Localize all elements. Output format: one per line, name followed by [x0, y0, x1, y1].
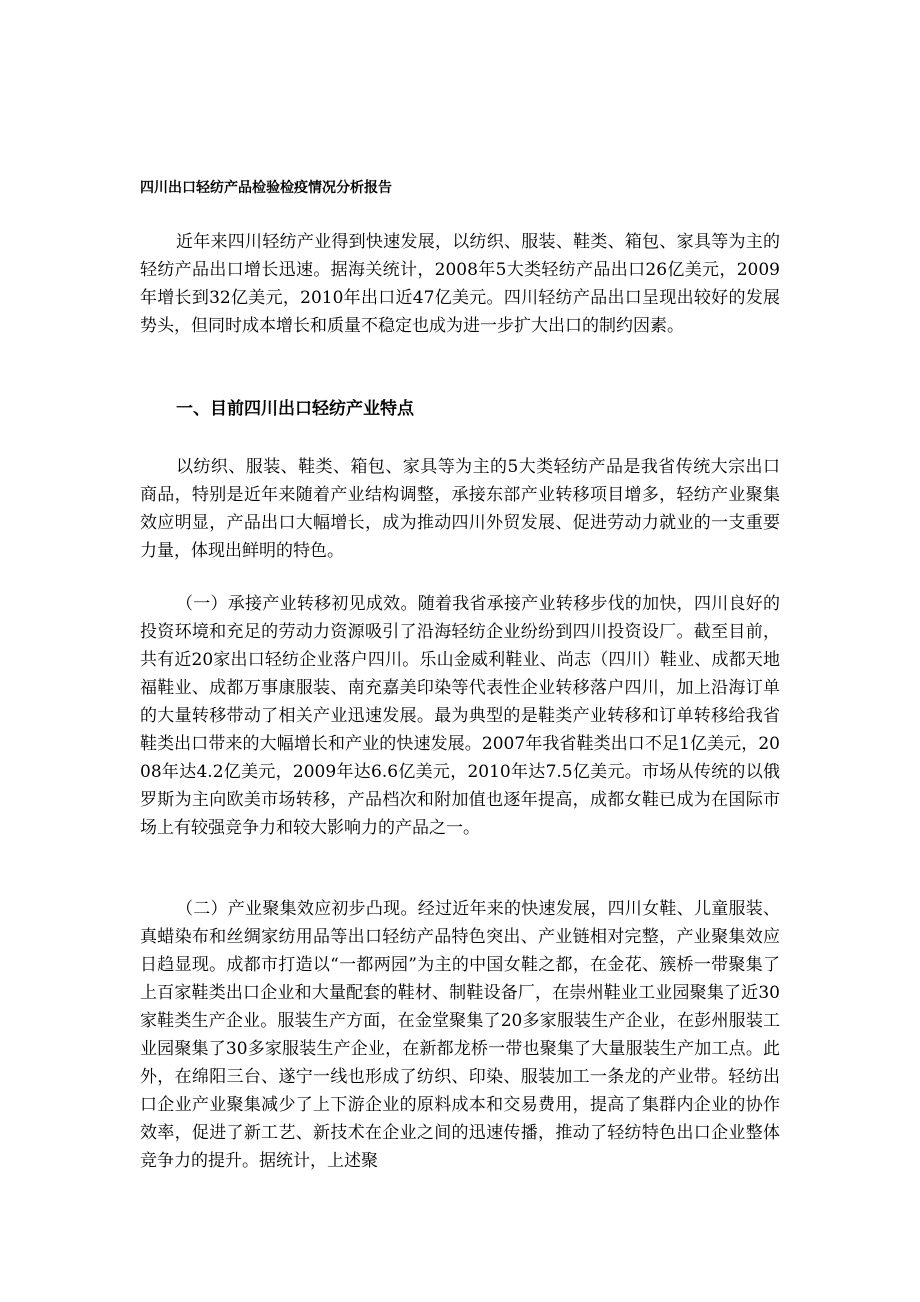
- intro-paragraph: 近年来四川轻纺产业得到快速发展，以纺织、服装、鞋类、箱包、家具等为主的轻纺产品出口增长迅速。据海关统计，2008年5大类轻纺产品出口26亿美元，2009年增长到32亿美元，2010年出口近47亿美元。四川轻纺产品出口呈现出较好的发展势头，但同时成本增长和质量不稳定也成为进一步扩大出口的制约因素。: [140, 232, 780, 336]
- section-intro-paragraph: 以纺织、服装、鞋类、箱包、家具等为主的5大类轻纺产品是我省传统大宗出口商品，特别是近年来随着产业结构调整，承接东部产业转移项目增多，轻纺产业聚集效应明显，产品出口大幅增长，成为推动四川外贸发展、促进劳动力就业的一支重要力量，体现出鲜明的特色。: [140, 457, 780, 561]
- document-title: 四川出口轻纺产品检验检疫情况分析报告: [140, 180, 392, 196]
- subsection-2-paragraph: （二）产业聚集效应初步凸现。经过近年来的快速发展，四川女鞋、儿童服装、真蜡染布和丝绸家纺用品等出口轻纺产品特色突出、产业链相对完整，产业聚集效应日趋显现。成都市打造以“一都两园”为主的中国女鞋之都，在金花、簇桥一带聚集了上百家鞋类出口企业和大量配套的鞋材、制鞋设备厂，在崇州鞋业工业园聚集了近30家鞋类生产企业。服装生产方面，在金堂聚集了20多家服装生产企业，在彭州服装工业园聚集了30多家服装生产企业，在新都龙桥一带也聚集了大量服装生产加工点。此外，在绵阳三台、遂宁一线也形成了纺织、印染、服装加工一条龙的产业带。轻纺出口企业产业聚集减少了上下游企业的原料成本和交易费用，提高了集群内企业的协作效率，促进了新工艺、新技术在企业之间的迅速传播，推动了轻纺特色出口企业整体竞争力的提升。据统计，上述聚: [140, 899, 780, 1171]
- section-heading: 一、目前四川出口轻纺产业特点: [176, 399, 414, 419]
- subsection-1-paragraph: （一）承接产业转移初见成效。随着我省承接产业转移步伐的加快，四川良好的投资环境和充足的劳动力资源吸引了沿海轻纺企业纷纷到四川投资设厂。截至目前，共有近20家出口轻纺企业落户四川。乐山金威利鞋业、尚志（四川）鞋业、成都天地福鞋业、成都万事康服装、南充嘉美印染等代表性企业转移落户四川，加上沿海订单的大量转移带动了相关产业迅速发展。最为典型的是鞋类产业转移和订单转移给我省鞋类出口带来的大幅增长和产业的快速发展。2007年我省鞋类出口不足1亿美元，2008年达4.2亿美元，2009年达6.6亿美元，2010年达7.5亿美元。市场从传统的以俄罗斯为主向欧美市场转移，产品档次和附加值也逐年提高，成都女鞋已成为在国际市场上有较强竞争力和较大影响力的产品之一。: [140, 594, 780, 838]
